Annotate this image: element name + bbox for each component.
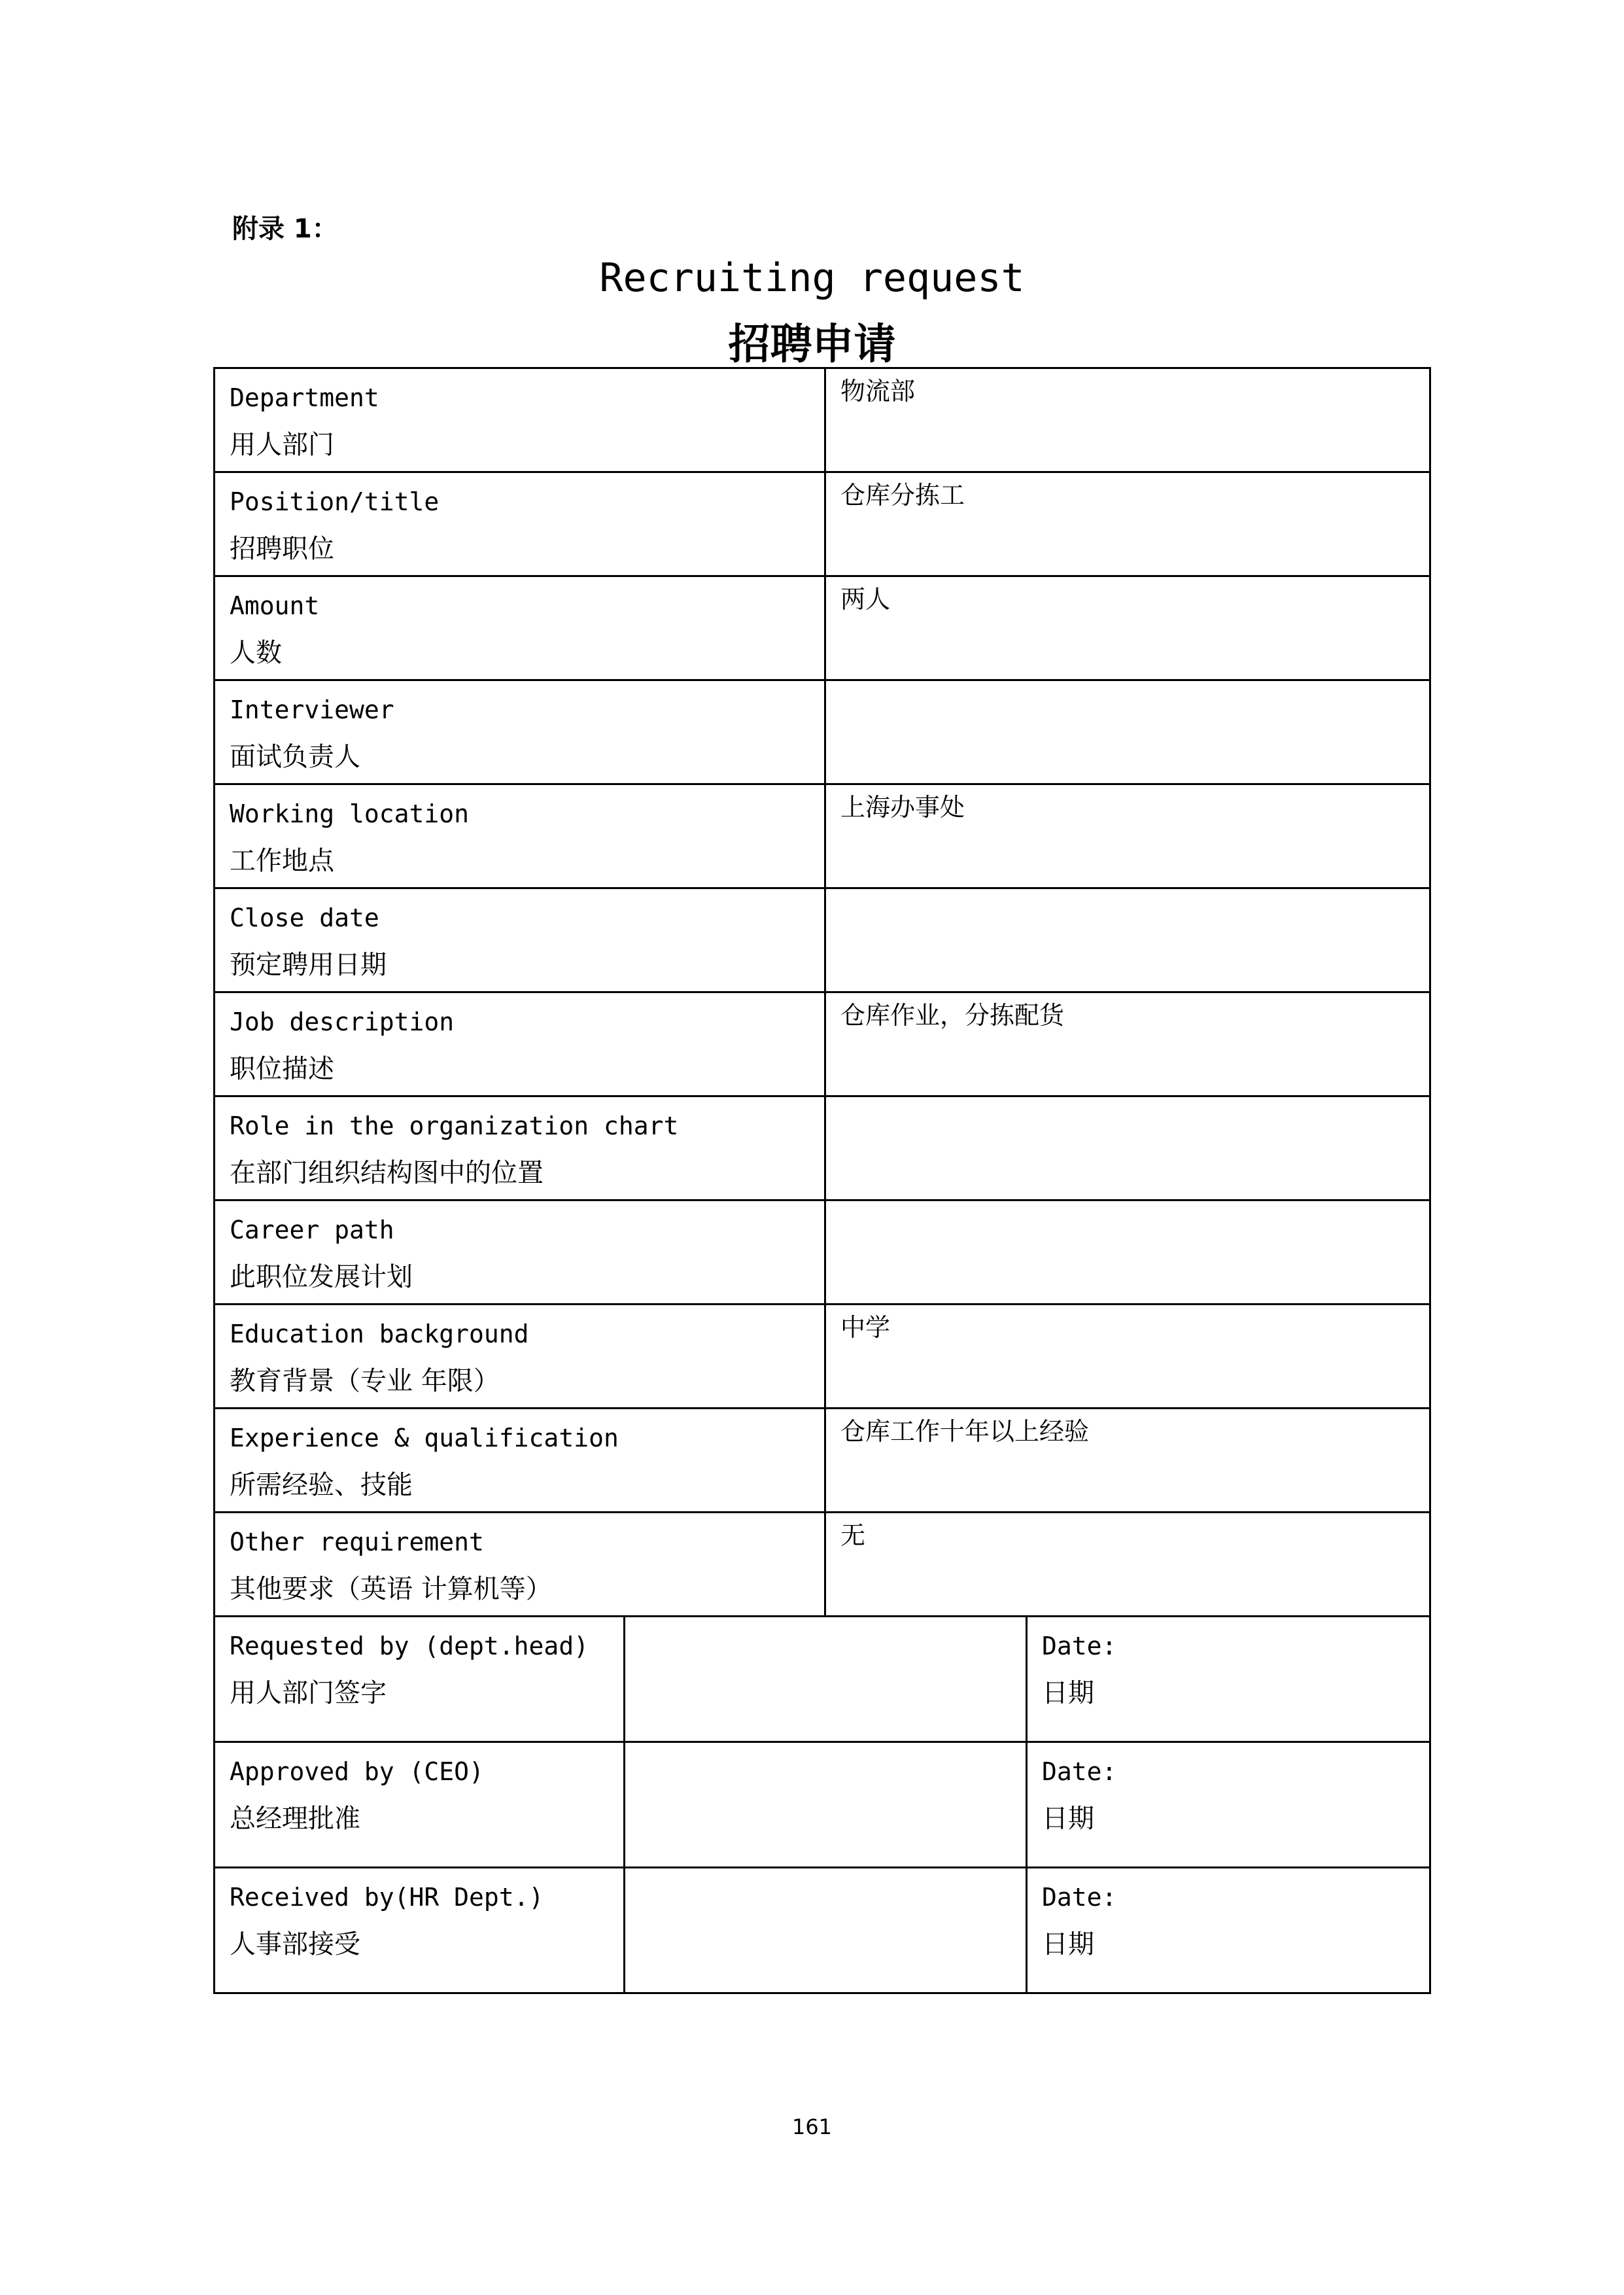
label-english: Education background bbox=[230, 1320, 529, 1348]
label-english: Working location bbox=[230, 799, 470, 828]
field-value[interactable]: 仓库工作十年以上经验 bbox=[840, 1417, 1090, 1446]
field-value[interactable]: 物流部 bbox=[840, 377, 916, 406]
label-chinese: 其他要求（英语 计算机等） bbox=[230, 1574, 552, 1604]
form-row-department bbox=[215, 369, 1429, 471]
form-row-interviewer bbox=[215, 679, 1429, 783]
label-chinese: 招聘职位 bbox=[230, 534, 334, 564]
signature-row-approved bbox=[215, 1741, 1429, 1866]
date-field[interactable] bbox=[1028, 1743, 1429, 1866]
form-row-amount bbox=[215, 575, 1429, 679]
form-row-education bbox=[215, 1303, 1429, 1407]
label-chinese: 在部门组织结构图中的位置 bbox=[230, 1158, 544, 1188]
label-chinese: 此职位发展计划 bbox=[230, 1262, 413, 1292]
date-label-english: Date: bbox=[1042, 1757, 1117, 1786]
label-english: Received by(HR Dept.) bbox=[230, 1883, 544, 1912]
recruiting-request-form bbox=[213, 367, 1431, 1994]
field-label bbox=[215, 369, 826, 471]
label-english: Interviewer bbox=[230, 695, 394, 724]
label-english: Other requirement bbox=[230, 1528, 484, 1556]
label-chinese: 用人部门 bbox=[230, 430, 334, 460]
field-label bbox=[215, 681, 826, 783]
appendix-label: 附录 1： bbox=[232, 214, 338, 244]
label-chinese: 用人部门签字 bbox=[230, 1678, 387, 1708]
field-label bbox=[215, 889, 826, 991]
field-value[interactable]: 仓库作业，分拣配货 bbox=[840, 1001, 1065, 1030]
label-english: Approved by (CEO) bbox=[230, 1757, 484, 1786]
label-chinese: 总经理批准 bbox=[230, 1804, 360, 1834]
label-english: Experience & qualification bbox=[230, 1424, 619, 1452]
label-english: Job description bbox=[230, 1007, 455, 1036]
date-field[interactable] bbox=[1028, 1868, 1429, 1992]
label-english: Close date bbox=[230, 903, 379, 932]
label-chinese: 人事部接受 bbox=[230, 1929, 360, 1959]
signature-field[interactable] bbox=[625, 1868, 1028, 1992]
field-value[interactable]: 中学 bbox=[840, 1313, 891, 1342]
field-value[interactable] bbox=[826, 889, 1429, 991]
field-value[interactable]: 无 bbox=[840, 1521, 866, 1550]
label-chinese: 职位描述 bbox=[230, 1054, 334, 1084]
label-english: Career path bbox=[230, 1216, 394, 1244]
form-row-other-requirement bbox=[215, 1511, 1429, 1615]
form-row-org-chart-role bbox=[215, 1095, 1429, 1199]
label-chinese: 工作地点 bbox=[230, 846, 334, 876]
field-value[interactable] bbox=[826, 681, 1429, 783]
field-value[interactable]: 上海办事处 bbox=[840, 793, 965, 822]
label-chinese: 教育背景（专业 年限） bbox=[230, 1366, 500, 1396]
date-label-english: Date: bbox=[1042, 1883, 1117, 1912]
label-chinese: 人数 bbox=[230, 638, 282, 668]
date-label-chinese: 日期 bbox=[1042, 1678, 1094, 1708]
field-label bbox=[215, 1097, 826, 1199]
field-label bbox=[215, 1201, 826, 1303]
label-english: Role in the organization chart bbox=[230, 1112, 679, 1140]
label-english: Amount bbox=[230, 591, 320, 620]
date-label-chinese: 日期 bbox=[1042, 1929, 1094, 1959]
form-row-position bbox=[215, 471, 1429, 575]
signature-field[interactable] bbox=[625, 1617, 1028, 1741]
label-english: Position/title bbox=[230, 487, 440, 516]
field-label bbox=[215, 473, 826, 575]
form-row-experience bbox=[215, 1407, 1429, 1511]
field-label bbox=[215, 1305, 826, 1407]
signature-label bbox=[215, 1868, 625, 1992]
date-label-chinese: 日期 bbox=[1042, 1804, 1094, 1834]
label-chinese: 所需经验、技能 bbox=[230, 1470, 413, 1500]
form-row-job-description bbox=[215, 991, 1429, 1095]
field-label bbox=[215, 1513, 826, 1615]
date-label-english: Date: bbox=[1042, 1632, 1117, 1660]
field-value[interactable] bbox=[826, 1201, 1429, 1303]
title-english: Recruiting request bbox=[599, 255, 1025, 301]
signature-label bbox=[215, 1743, 625, 1866]
field-label bbox=[215, 577, 826, 679]
signature-field[interactable] bbox=[625, 1743, 1028, 1866]
signature-label bbox=[215, 1617, 625, 1741]
page-number: 161 bbox=[791, 2114, 833, 2139]
label-english: Department bbox=[230, 383, 379, 412]
date-field[interactable] bbox=[1028, 1617, 1429, 1741]
field-label bbox=[215, 993, 826, 1095]
title-chinese: 招聘申请 bbox=[728, 321, 896, 369]
field-value[interactable] bbox=[826, 1097, 1429, 1199]
field-value[interactable]: 两人 bbox=[840, 585, 891, 614]
form-row-working-location bbox=[215, 783, 1429, 887]
label-english: Requested by (dept.head) bbox=[230, 1632, 589, 1660]
signature-row-received bbox=[215, 1866, 1429, 1992]
field-label bbox=[215, 1409, 826, 1511]
form-row-close-date bbox=[215, 887, 1429, 991]
form-row-career-path bbox=[215, 1199, 1429, 1303]
signature-row-requested bbox=[215, 1615, 1429, 1741]
label-chinese: 预定聘用日期 bbox=[230, 950, 387, 980]
field-value[interactable]: 仓库分拣工 bbox=[840, 481, 965, 510]
field-label bbox=[215, 785, 826, 887]
label-chinese: 面试负责人 bbox=[230, 742, 360, 772]
